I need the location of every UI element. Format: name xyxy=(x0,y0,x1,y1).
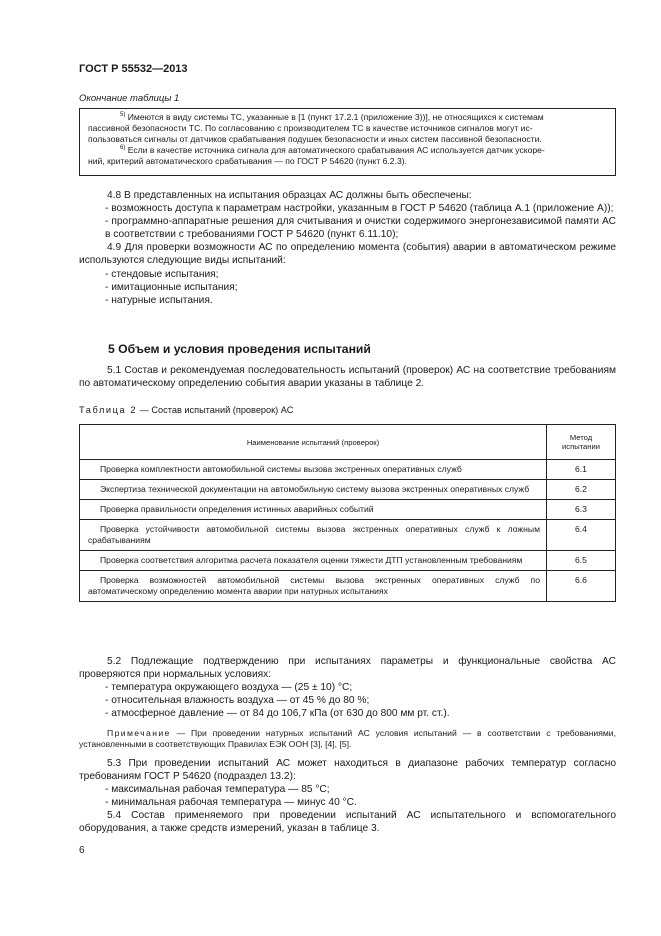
footnote-5: $^{5)}$ Имеются в виду системы ТС, указанные в [1 (пункт 17.2.1 (приложение 3))], не относящихся к системам xyxy=(120,112,544,122)
table-row xyxy=(80,571,616,602)
footnotes xyxy=(80,109,615,167)
test-name: Проверка комплектности автомобильной системы вызова экстренных оперативных служб xyxy=(80,460,547,480)
table-row xyxy=(80,551,616,571)
note: Примечание — При проведении натурных испытаний АС условия испытаний — в соответствии с требованиями, установленными в соответствующих Правилах ЕЭК ООН [3], [4], [5]. xyxy=(79,728,616,749)
list-item: - минимальная рабочая температура — минус 40 °С. xyxy=(105,797,357,809)
list-item: - программно-аппаратные решения для считывания и очистки содержимого энергонезависимой памяти АС в соответствии с требованиями ГОСТ Р 54620 (пункт 6.11.10); xyxy=(105,216,616,241)
footnote-5-cont2: пользоваться сигналы от датчиков срабатывания подушек безопасности и иных систем пассивной безопасности. xyxy=(88,134,542,144)
table-header-row xyxy=(80,425,616,460)
table-continuation-caption: Окончание таблицы 1 xyxy=(79,93,180,104)
footnote-5-cont: пассивной безопасности ТС. По согласованию с производителем ТС в качестве источников сигналов могут ис- xyxy=(88,123,533,133)
paragraph-4-9: 4.9 Для проверки возможности АС по определению момента (события) аварии в автоматическом режиме используются следующие виды испытаний: xyxy=(79,242,616,267)
table-row xyxy=(80,480,616,500)
paragraph-5-1: 5.1 Состав и рекомендуемая последовательность испытаний (проверок) АС на соответствие требованиям по автоматическому определению события аварии указаны в таблице 2. xyxy=(79,365,616,390)
section-5-2-text xyxy=(79,655,616,720)
section-4-text xyxy=(79,189,616,307)
table1-footnotes-box xyxy=(79,108,616,176)
section-5-intro xyxy=(79,364,616,390)
test-method: 6.5 xyxy=(547,551,616,571)
list-item: - натурные испытания. xyxy=(105,294,213,306)
list-item: - максимальная рабочая температура — 85 °С; xyxy=(105,784,330,796)
list-item: - температура окружающего воздуха — (25 ± 10) °С; xyxy=(105,682,353,694)
test-method: 6.4 xyxy=(547,520,616,551)
list-item: - имитационные испытания; xyxy=(105,281,238,293)
table-row xyxy=(80,500,616,520)
column-header-method: Метод испытании xyxy=(547,425,616,460)
list-item: - относительная влажность воздуха — от 45 % до 80 %; xyxy=(105,695,370,707)
table-row xyxy=(80,460,616,480)
table-row xyxy=(80,520,616,551)
test-method: 6.3 xyxy=(547,500,616,520)
section-5-3-text xyxy=(79,757,616,836)
test-name: Экспертиза технической документации на автомобильную систему вызова экстренных оперативных служб xyxy=(80,480,547,500)
table-2-caption: Таблица 2 — Состав испытаний (проверок) АС xyxy=(79,405,294,415)
paragraph-5-4: 5.4 Состав применяемого при проведении испытаний АС испытательного и вспомогательного оборудования, а также средств измерений, указан в таблице 3. xyxy=(79,810,616,835)
test-name: Проверка устойчивости автомобильной системы вызова экстренных оперативных служб к ложным срабатываниям xyxy=(80,520,547,551)
test-method: 6.2 xyxy=(547,480,616,500)
test-name: Проверка правильности определения истинных аварийных событий xyxy=(80,500,547,520)
footnote-6-cont: ний, критерий автоматического срабатывания — по ГОСТ Р 54620 (пункт 6.2.3). xyxy=(88,156,407,166)
test-name: Проверка возможностей автомобильной системы вызова экстренных оперативных служб по автоматическому определению момента аварии при натурных испытаниях xyxy=(80,571,547,602)
page-number: 6 xyxy=(79,845,85,856)
test-method: 6.6 xyxy=(547,571,616,602)
test-method: 6.1 xyxy=(547,460,616,480)
paragraph-5-2: 5.2 Подлежащие подтверждению при испытаниях параметры и функциональные свойства АС проверяются при нормальных условиях: xyxy=(79,656,616,681)
test-name: Проверка соответствия алгоритма расчета показателя оценки тяжести ДТП установленным требованиям xyxy=(80,551,547,571)
column-header-name: Наименование испытаний (проверок) xyxy=(80,425,547,460)
list-item: - атмосферное давление — от 84 до 106,7 кПа (от 630 до 800 мм рт. ст.). xyxy=(105,708,450,720)
paragraph-4-8: 4.8 В представленных на испытания образцах АС должны быть обеспечены: xyxy=(107,190,472,201)
list-item: - возможность доступа к параметрам настройки, указанным в ГОСТ Р 54620 (таблица А.1 (приложение А)); xyxy=(105,203,614,215)
paragraph-5-3: 5.3 При проведении испытаний АС может находиться в диапазоне рабочих температур согласно требованиям ГОСТ Р 54620 (подраздел 13.2): xyxy=(79,758,616,783)
table-2 xyxy=(79,424,616,602)
section-5-heading: 5 Объем и условия проведения испытаний xyxy=(108,342,371,356)
footnote-6: $^{6)}$ Если в качестве источника сигнала для автоматического срабатывания АС используется датчик ускоре- xyxy=(120,145,545,155)
list-item: - стендовые испытания; xyxy=(105,268,219,280)
document-header: ГОСТ Р 55532—2013 xyxy=(79,63,188,75)
